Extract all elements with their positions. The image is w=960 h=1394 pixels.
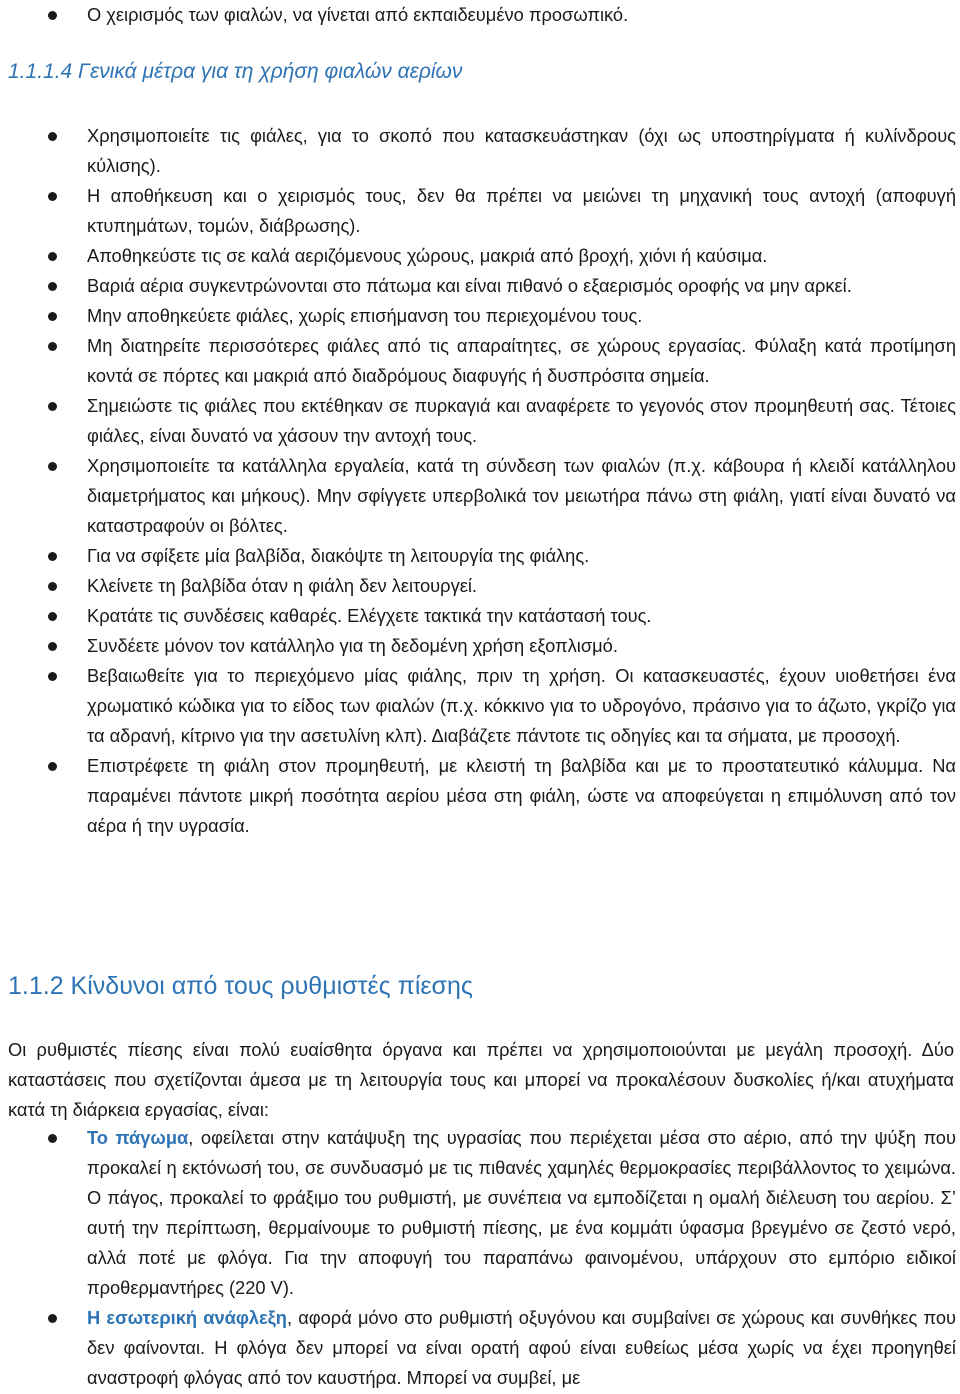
- list-item: Χρησιμοποιείτε τις φιάλες, για το σκοπό που κατασκευάστηκαν (όχι ως υποστηρίγματα ή κυλίνδρους κύλισης).: [0, 121, 960, 181]
- section-heading-1-1-1-4: 1.1.1.4 Γενικά μέτρα για τη χρήση φιαλών αερίων: [8, 60, 463, 83]
- list-item: Το πάγωμα, οφείλεται στην κατάψυξη της υγρασίας που περιέχεται μέσα στο αέριο, από την ψύξη που προκαλεί η εκτόνωσή του, σε συνδυασμό με τις πιθανές χαμηλές θερμοκρασίες περιβάλλοντος το χειμώνα. Ο πάγος, προκαλεί το φράξιμο του ρυθμιστή, με συνέπεια να εμποδίζεται η ομαλή διέλευση του αερίου. Σ’ αυτή την περίπτωση, θερμαίνουμε το ρυθμιστή πίεσης, με ένα κομμάτι ύφασμα βρεγμένο σε ζεστό νερό, αλλά ποτέ με φλόγα. Για την αποφυγή του παραπάνω φαινομένου, υπάρχουν στο εμπόριο ειδικοί προθερμαντήρες (220 V).: [0, 1123, 960, 1303]
- list-item: Η αποθήκευση και ο χειρισμός τους, δεν θα πρέπει να μειώνει τη μηχανική τους αντοχή (αποφυγή κτυπημάτων, τομών, διάβρωσης).: [0, 181, 960, 241]
- bullet-icon: [48, 642, 57, 651]
- top-bullet-list: [0, 0, 960, 30]
- cylinder-measures-list: [0, 121, 960, 841]
- bullet-icon: [48, 282, 57, 291]
- section-heading-1-1-2: 1.1.2 Κίνδυνοι από τους ρυθμιστές πίεσης: [8, 972, 473, 1000]
- list-item: Συνδέετε μόνον τον κατάλληλο για τη δεδομένη χρήση εξοπλισμό.: [0, 631, 960, 661]
- bullet-icon: [48, 1314, 57, 1323]
- bullet-icon: [48, 11, 57, 20]
- bullet-icon: [48, 1134, 57, 1143]
- list-item: Μην αποθηκεύετε φιάλες, χωρίς επισήμανση του περιεχομένου τους.: [0, 301, 960, 331]
- list-item: Για να σφίξετε μία βαλβίδα, διακόψτε τη λειτουργία της φιάλης.: [0, 541, 960, 571]
- list-item: Κλείνετε τη βαλβίδα όταν η φιάλη δεν λειτουργεί.: [0, 571, 960, 601]
- bullet-icon: [48, 552, 57, 561]
- bullet-icon: [48, 462, 57, 471]
- list-item: Ο χειρισμός των φιαλών, να γίνεται από εκπαιδευμένο προσωπικό.: [0, 0, 960, 30]
- list-item: Σημειώστε τις φιάλες που εκτέθηκαν σε πυρκαγιά και αναφέρετε το γεγονός στον προμηθευτή σας. Τέτοιες φιάλες, είναι δυνατό να χάσουν την αντοχή τους.: [0, 391, 960, 451]
- hazard-term: Το πάγωμα: [87, 1127, 189, 1148]
- section-intro-paragraph: Οι ρυθμιστές πίεσης είναι πολύ ευαίσθητα όργανα και πρέπει να χρησιμοποιούνται με μεγάλη προσοχή. Δύο καταστάσεις που σχετίζονται άμεσα με τη λειτουργία τους και μπορεί να προκαλέσουν δυσκολίες ή/και ατυχήματα κατά τη διάρκεια εργασίας, είναι:: [8, 1039, 954, 1120]
- bullet-icon: [48, 342, 57, 351]
- list-item: Επιστρέφετε τη φιάλη στον προμηθευτή, με κλειστή τη βαλβίδα και με το προστατευτικό κάλυμμα. Να παραμένει πάντοτε μικρή ποσότητα αερίου μέσα στη φιάλη, ώστε να αποφεύγεται η επιμόλυνση από τον αέρα ή την υγρασία.: [0, 751, 960, 841]
- list-item: Κρατάτε τις συνδέσεις καθαρές. Ελέγχετε τακτικά την κατάστασή τους.: [0, 601, 960, 631]
- list-item: Βαριά αέρια συγκεντρώνονται στο πάτωμα και είναι πιθανό ο εξαερισμός οροφής να μην αρκεί.: [0, 271, 960, 301]
- list-item: Μη διατηρείτε περισσότερες φιάλες από τις απαραίτητες, σε χώρους εργασίας. Φύλαξη κατά προτίμηση κοντά σε πόρτες και μακριά από διαδρόμους διαφυγής ή δυσπρόσιτα σημεία.: [0, 331, 960, 391]
- bullet-icon: [48, 312, 57, 321]
- bullet-icon: [48, 612, 57, 621]
- list-item: Χρησιμοποιείτε τα κατάλληλα εργαλεία, κατά τη σύνδεση των φιαλών (π.χ. κάβουρα ή κλειδί κατάλληλου διαμετρήματος και μήκους). Μην σφίγγετε υπερβολικά τον μειωτήρα πάνω στη φιάλη, γιατί είναι δυνατό να καταστραφούν οι βόλτες.: [0, 451, 960, 541]
- bullet-icon: [48, 672, 57, 681]
- list-item: Η εσωτερική ανάφλεξη, αφορά μόνο στο ρυθμιστή οξυγόνου και συμβαίνει σε χώρους και συνθήκες που δεν φαίνονται. Η φλόγα δεν μπορεί να είναι ορατή αφού είναι ευθείως μέσα χωρίς να έχει προηγηθεί αναστροφή φλόγας από τον καυστήρα. Μπορεί να συμβεί, με: [0, 1303, 960, 1393]
- bullet-icon: [48, 252, 57, 261]
- bullet-icon: [48, 762, 57, 771]
- list-item: Αποθηκεύστε τις σε καλά αεριζόμενους χώρους, μακριά από βροχή, χιόνι ή καύσιμα.: [0, 241, 960, 271]
- bullet-icon: [48, 192, 57, 201]
- bullet-icon: [48, 132, 57, 141]
- bullet-icon: [48, 402, 57, 411]
- pressure-regulator-hazards-list: [0, 1123, 960, 1393]
- hazard-term: Η εσωτερική ανάφλεξη: [87, 1307, 287, 1328]
- list-item: Βεβαιωθείτε για το περιεχόμενο μίας φιάλης, πριν τη χρήση. Οι κατασκευαστές, έχουν υιοθετήσει ένα χρωματικό κώδικα για το είδος των φιαλών (π.χ. κόκκινο για το υδρογόνο, πράσινο για το άζωτο, γκρίζο για τα αδρανή, κίτρινο για την ασετυλίνη κλπ). Διαβάζετε πάντοτε τις οδηγίες και τα σήματα, με προσοχή.: [0, 661, 960, 751]
- bullet-icon: [48, 582, 57, 591]
